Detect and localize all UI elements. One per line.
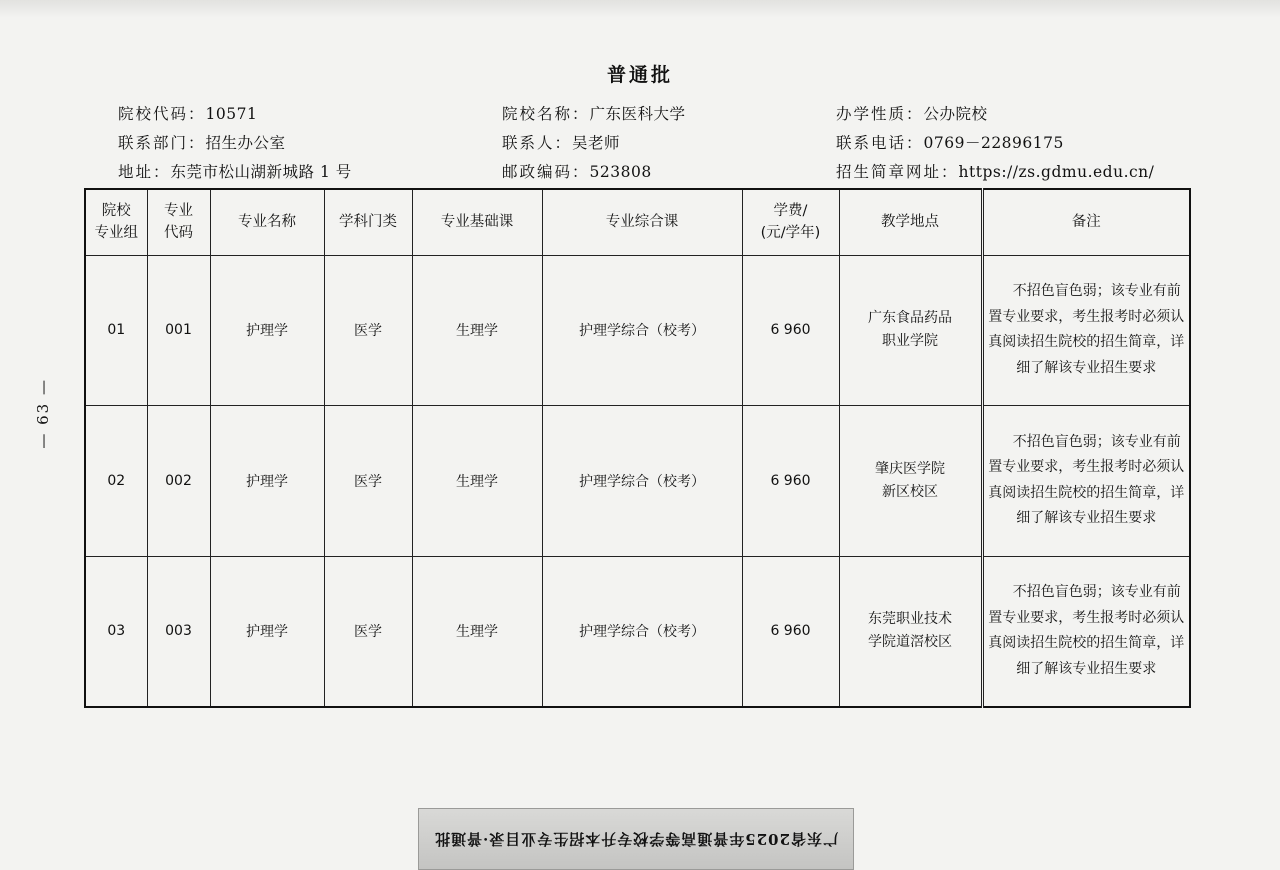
cell-major-name: 护理学 — [210, 255, 324, 406]
cell-location: 肇庆医学院 新区校区 — [839, 406, 982, 557]
cell-major-code: 003 — [147, 556, 210, 707]
website — [836, 160, 1154, 182]
contact-person — [502, 131, 620, 153]
dept-value: 招生办公室 — [205, 134, 286, 152]
remarks-text: 不招色盲色弱；该专业有前置专业要求，考生报考时必须认真阅读招生院校的招生简章，详细了解该专业招生要求 — [988, 584, 1185, 677]
remarks-text: 不招色盲色弱；该专业有前置专业要求，考生报考时必须认真阅读招生院校的招生简章，详细了解该专业招生要求 — [988, 283, 1185, 376]
contact-phone — [836, 131, 1064, 153]
cell-remarks — [982, 406, 1190, 557]
table-row — [85, 556, 1190, 707]
cell-basic-course: 生理学 — [412, 406, 542, 557]
cell-discipline: 医学 — [324, 255, 412, 406]
postcode — [502, 160, 652, 182]
cell-major-name: 护理学 — [210, 406, 324, 557]
col-header-basic-course: 专业基础课 — [412, 189, 542, 255]
address — [118, 160, 352, 182]
cell-group: 03 — [85, 556, 147, 707]
postcode-label: 邮政编码： — [502, 163, 590, 181]
school-name — [502, 102, 686, 124]
cell-comprehensive-course: 护理学综合（校考） — [542, 406, 742, 557]
cell-group: 02 — [85, 406, 147, 557]
footer-catalog-text: 广东省2025年普通高等学校专升本招生专业目录·普通批 — [434, 829, 838, 848]
majors-table — [84, 188, 1191, 708]
col-header-major-name: 专业名称 — [210, 189, 324, 255]
school-code-value: 10571 — [205, 105, 258, 123]
postcode-value: 523808 — [589, 163, 652, 181]
school-nature — [836, 102, 988, 124]
nature-value: 公办院校 — [923, 105, 988, 123]
dept-label: 联系部门： — [118, 134, 206, 152]
contact-value: 吴老师 — [572, 134, 621, 152]
table-row — [85, 406, 1190, 557]
school-name-label: 院校名称： — [502, 105, 590, 123]
phone-value: 0769－22896175 — [923, 134, 1064, 152]
cell-major-name: 护理学 — [210, 556, 324, 707]
footer-catalog-tab — [418, 808, 854, 870]
cell-discipline: 医学 — [324, 406, 412, 557]
cell-discipline: 医学 — [324, 556, 412, 707]
col-header-group: 院校 专业组 — [85, 189, 147, 255]
phone-label: 联系电话： — [836, 134, 924, 152]
col-header-major-code: 专业 代码 — [147, 189, 210, 255]
nature-label: 办学性质： — [836, 105, 924, 123]
website-label: 招生简章网址： — [836, 163, 959, 181]
cell-remarks — [982, 556, 1190, 707]
school-name-value: 广东医科大学 — [589, 105, 686, 123]
col-header-remarks: 备注 — [982, 189, 1190, 255]
col-header-location: 教学地点 — [839, 189, 982, 255]
school-code-label: 院校代码： — [118, 105, 206, 123]
cell-tuition: 6 960 — [742, 255, 839, 406]
cell-tuition: 6 960 — [742, 556, 839, 707]
cell-location: 东莞职业技术 学院道滘校区 — [839, 556, 982, 707]
address-label: 地址： — [118, 163, 171, 181]
table-row — [85, 255, 1190, 406]
cell-location: 广东食品药品 职业学院 — [839, 255, 982, 406]
col-header-comprehensive-course: 专业综合课 — [542, 189, 742, 255]
address-value: 东莞市松山湖新城路 1 号 — [170, 163, 352, 181]
page-number: — 63 — — [34, 378, 52, 449]
cell-major-code: 001 — [147, 255, 210, 406]
contact-dept — [118, 131, 286, 153]
school-code — [118, 102, 257, 124]
remarks-text: 不招色盲色弱；该专业有前置专业要求，考生报考时必须认真阅读招生院校的招生简章，详细了解该专业招生要求 — [988, 433, 1185, 527]
cell-tuition: 6 960 — [742, 406, 839, 557]
cell-major-code: 002 — [147, 406, 210, 557]
cell-comprehensive-course: 护理学综合（校考） — [542, 255, 742, 406]
col-header-tuition: 学费/ (元/学年) — [742, 189, 839, 255]
cell-remarks — [982, 255, 1190, 406]
col-header-discipline: 学科门类 — [324, 189, 412, 255]
contact-label: 联系人： — [502, 134, 573, 152]
page-title: 普通批 — [606, 64, 673, 86]
cell-group: 01 — [85, 255, 147, 406]
cell-basic-course: 生理学 — [412, 556, 542, 707]
table-header-row — [85, 189, 1190, 255]
page-edge — [0, 0, 1280, 18]
website-value[interactable]: https://zs.gdmu.edu.cn/ — [958, 163, 1155, 181]
cell-basic-course: 生理学 — [412, 255, 542, 406]
cell-comprehensive-course: 护理学综合（校考） — [542, 556, 742, 707]
